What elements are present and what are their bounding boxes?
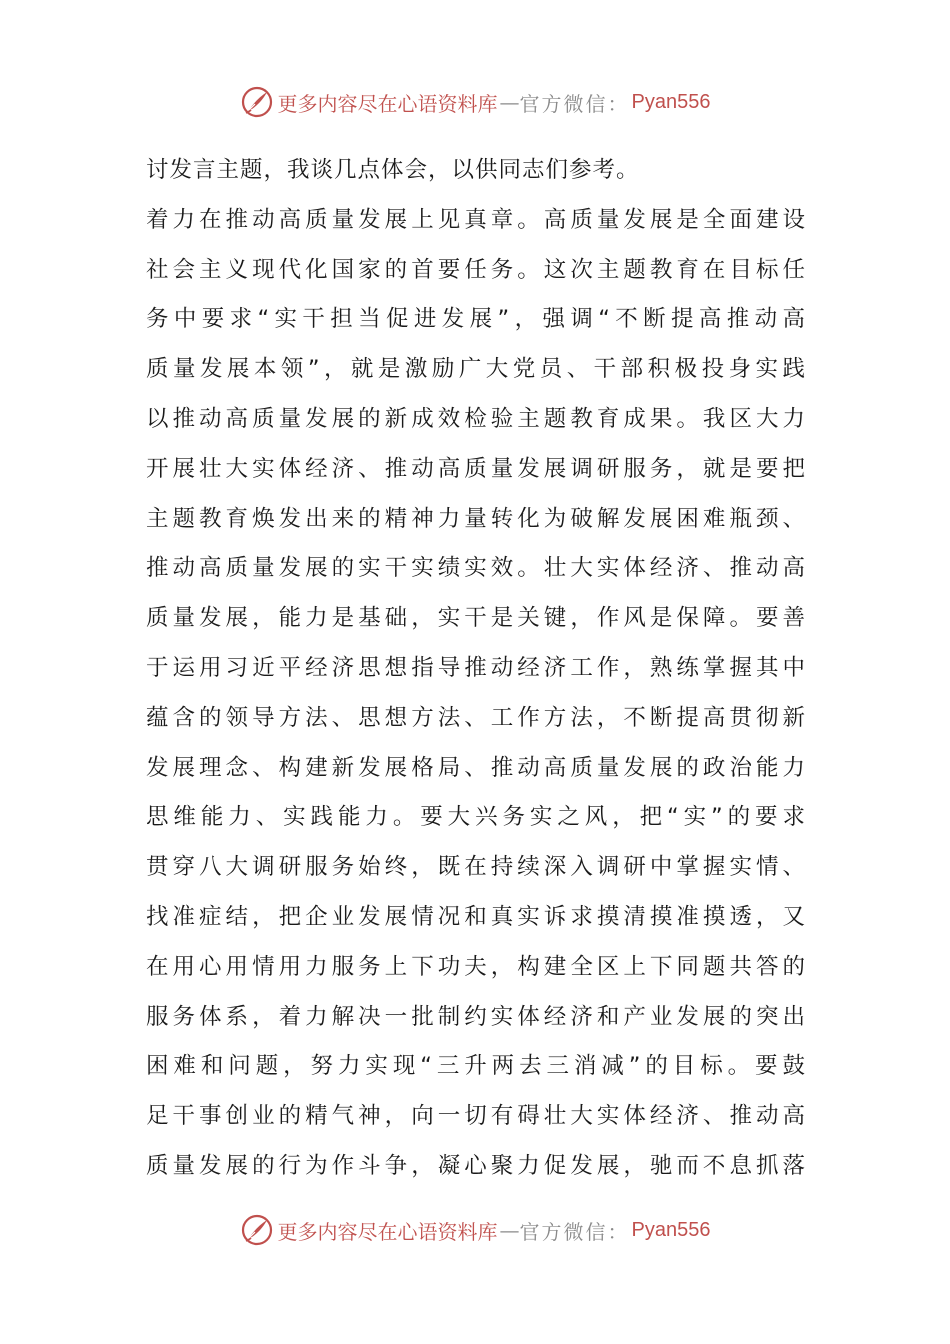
text-line: 足干事创业的精气神，向一切有碍壮大实体经济、推动高 bbox=[146, 1103, 806, 1130]
text-line: 困难和问题，努力实现“三升两去三消减”的目标。要鼓 bbox=[146, 1053, 806, 1080]
text-line: 务中要求“实干担当促进发展”，强调“不断提高推动高 bbox=[146, 306, 806, 333]
text-line: 服务体系，着力解决一批制约实体经济和产业发展的突出 bbox=[146, 1003, 806, 1030]
text-line: 于运用习近平经济思想指导推动经济工作，熟练掌握其中 bbox=[146, 654, 806, 681]
text-line: 贯穿八大调研服务始终，既在持续深入调研中掌握实情、 bbox=[146, 854, 806, 881]
text-line: 质量发展的行为作斗争，凝心聚力促发展，驰而不息抓落 bbox=[146, 1152, 806, 1179]
quill-pen-logo-icon bbox=[240, 1213, 274, 1247]
banner-site-name: 更多内容尽在心语资料库 bbox=[277, 1219, 498, 1244]
banner-wechat-id: Pyan556 bbox=[631, 1218, 711, 1241]
text-line: 找准症结，把企业发展情况和真实诉求摸清摸准摸透，又 bbox=[146, 903, 806, 930]
quill-pen-logo-icon bbox=[240, 85, 274, 119]
banner-dash: — bbox=[499, 90, 518, 114]
footer-banner bbox=[0, 1210, 950, 1250]
banner-dash: — bbox=[499, 1218, 518, 1242]
text-line: 讨发言主题，我谈几点体会，以供同志们参考。 bbox=[146, 157, 640, 183]
banner-wechat-label: 官方微信： bbox=[519, 91, 630, 116]
text-line: 推动高质量发展的实干实绩实效。壮大实体经济、推动高 bbox=[146, 555, 806, 582]
banner-site-name: 更多内容尽在心语资料库 bbox=[277, 91, 498, 116]
text-line: 质量发展，能力是基础，实干是关键，作风是保障。要善 bbox=[146, 605, 806, 632]
text-line: 在用心用情用力服务上下功夫，构建全区上下同题共答的 bbox=[146, 953, 806, 980]
text-line: 发展理念、构建新发展格局、推动高质量发展的政治能力 bbox=[146, 754, 806, 781]
text-line: 质量发展本领”，就是激励广大党员、干部积极投身实践 bbox=[146, 356, 806, 383]
text-line: 蕴含的领导方法、思想方法、工作方法，不断提高贯彻新 bbox=[146, 704, 806, 731]
text-line: 思维能力、实践能力。要大兴务实之风，把“实”的要求 bbox=[146, 804, 806, 831]
text-line: 以推动高质量发展的新成效检验主题教育成果。我区大力 bbox=[146, 405, 806, 432]
text-line: 开展壮大实体经济、推动高质量发展调研服务，就是要把 bbox=[146, 455, 806, 482]
text-line: 主题教育焕发出来的精神力量转化为破解发展困难瓶颈、 bbox=[146, 505, 806, 532]
document-body bbox=[146, 146, 806, 1192]
text-line: 社会主义现代化国家的首要任务。这次主题教育在目标任 bbox=[146, 256, 806, 283]
banner-wechat-label: 官方微信： bbox=[519, 1219, 630, 1244]
text-line: 着力在推动高质量发展上见真章。高质量发展是全面建设 bbox=[146, 206, 806, 233]
banner-wechat-id: Pyan556 bbox=[631, 90, 711, 113]
header-banner bbox=[0, 82, 950, 122]
